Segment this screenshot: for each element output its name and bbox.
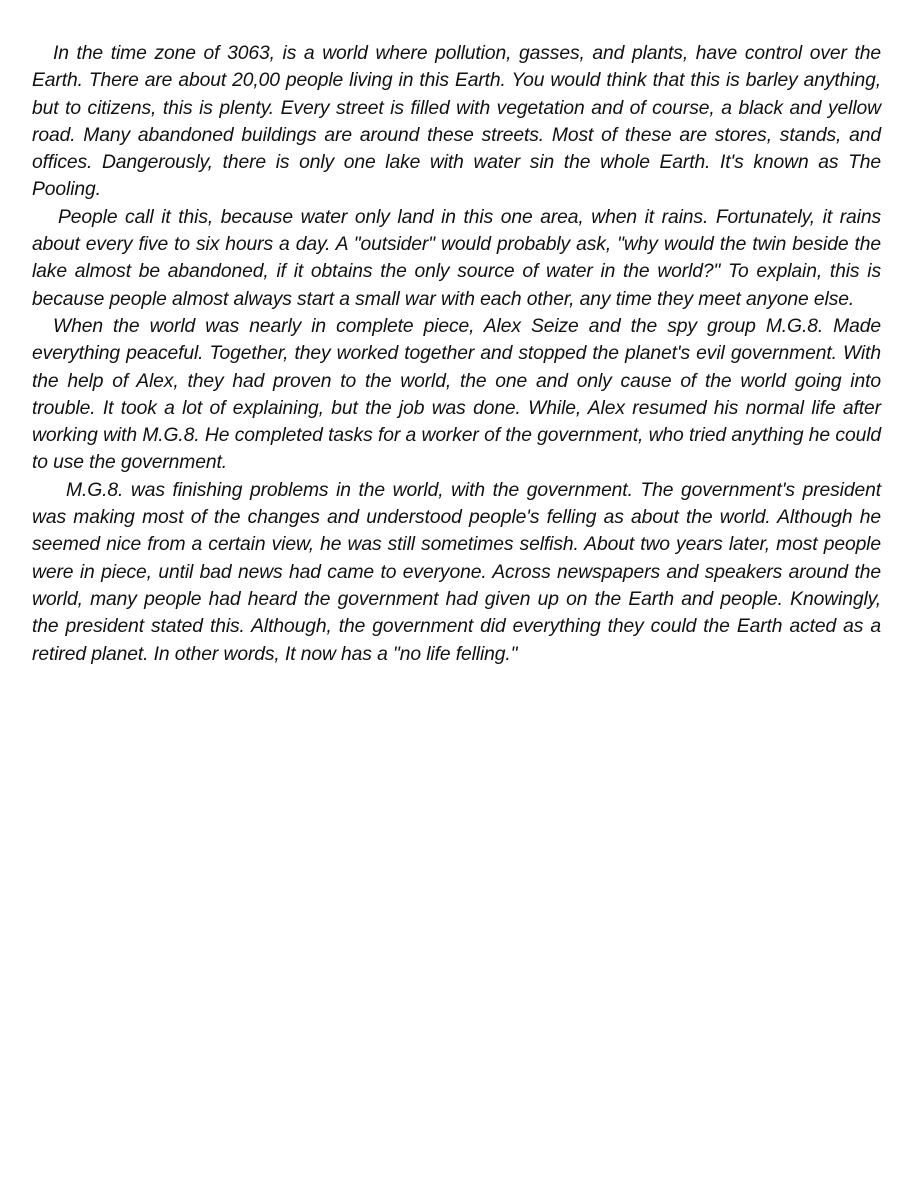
paragraph-3: When the world was nearly in complete piece, Alex Seize and the spy group M.G.8. Made everything peaceful. Together, they worked together and stopped the planet's evil government. With the help of Alex, they had proven to the world, the one and only cause of the world going into trouble. It took a lot of explaining, but the job was done. While, Alex resumed his normal life after working with M.G.8. He completed tasks for a worker of the government, who tried anything he could to use the government. [32, 315, 881, 474]
paragraph-4: M.G.8. was finishing problems in the world, with the government. The government's president was making most of the changes and understood people's felling as about the world. Although he seemed nice from a certain view, he was still sometimes selfish. About two years later, most people were in piece, until bad news had came to everyone. Across newspapers and speakers around the world, many people had heard the government had given up on the Earth and people. Knowingly, the president stated this. Although, the government did everything they could the Earth acted as a retired planet. In other words, It now has a "no life felling." [32, 479, 881, 665]
story-text [32, 40, 881, 668]
paragraph-2: People call it this, because water only land in this one area, when it rains. Fortunately, it rains about every five to six hours a day. A "outsider" would probably ask, "why would the twin beside the lake almost be abandoned, if it obtains the only source of water in the world?" To explain, this is because people almost always start a small war with each other, any time they meet anyone else. [32, 206, 881, 310]
paragraph-1: In the time zone of 3063, is a world where pollution, gasses, and plants, have control over the Earth. There are about 20,00 people living in this Earth. You would think that this is barley anything, but to citizens, this is plenty. Every street is filled with vegetation and of course, a black and yellow road. Many abandoned buildings are around these streets. Most of these are stores, stands, and offices. Dangerously, there is only one lake with water sin the whole Earth. It's known as The Pooling. [32, 43, 881, 201]
